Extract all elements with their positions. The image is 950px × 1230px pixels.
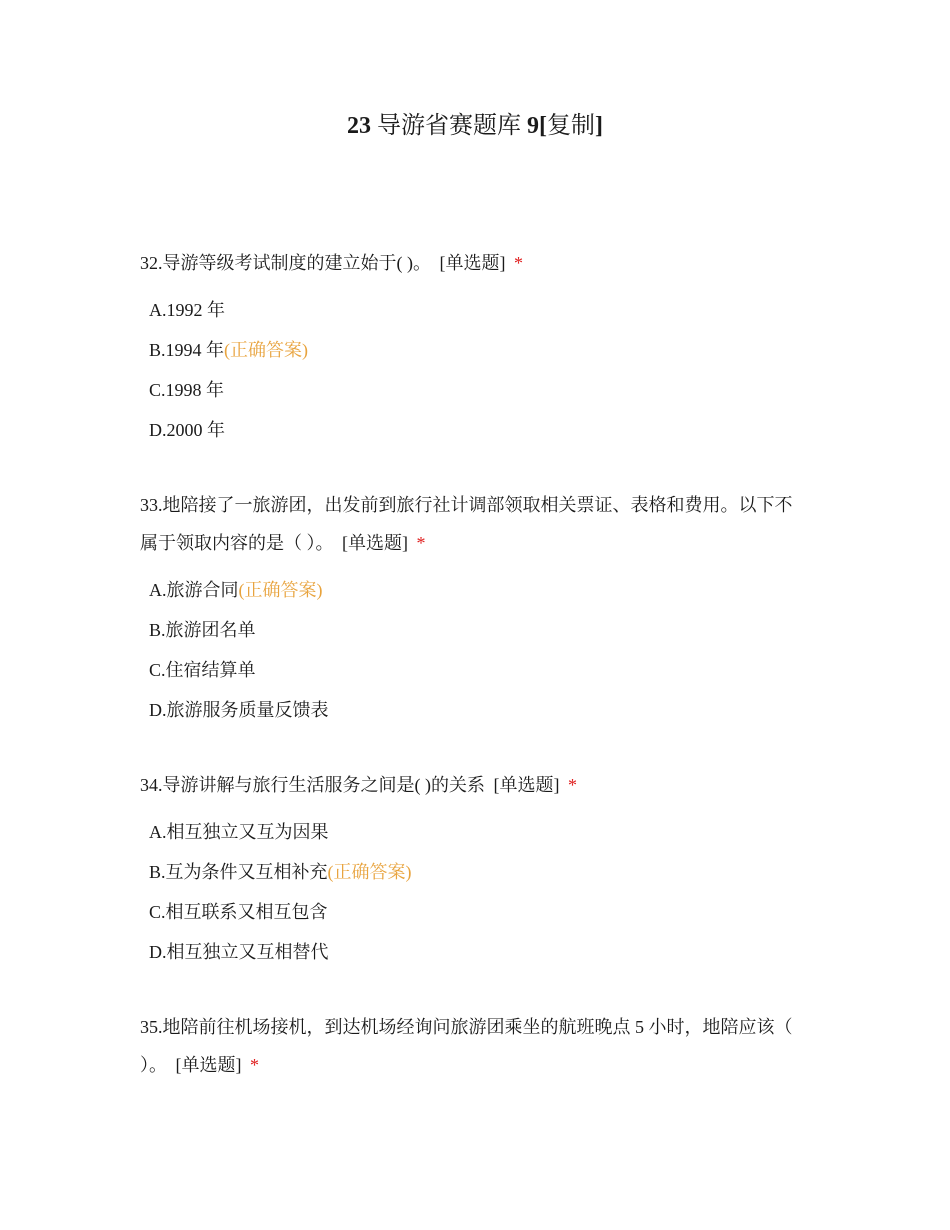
- required-marker: *: [250, 1055, 259, 1075]
- required-marker: *: [416, 533, 426, 553]
- option-c[interactable]: [140, 892, 805, 932]
- option-list: [140, 812, 805, 972]
- question-33: [140, 486, 805, 730]
- question-type: [单选题]: [175, 1055, 242, 1075]
- question-type: [单选题]: [493, 775, 560, 795]
- option-text: B.互为条件又互相补充: [149, 862, 328, 882]
- option-text: B.1994 年: [149, 340, 225, 360]
- option-d[interactable]: [140, 932, 805, 972]
- correct-answer-tag: (正确答案): [238, 580, 323, 600]
- question-text: 33.地陪接了一旅游团，出发前到旅行社计调部领取相关票证、表格和费用。以下不属于领取内容的是（ ）。: [140, 495, 793, 553]
- title-copy-text: 复制: [547, 113, 595, 139]
- option-a[interactable]: [140, 570, 805, 610]
- question-type: [单选题]: [342, 533, 408, 553]
- correct-answer-tag: (正确答案): [327, 862, 412, 882]
- question-34: [140, 766, 805, 972]
- option-text: A.相互独立又互为因果: [149, 822, 329, 842]
- option-text: D.2000 年: [149, 420, 225, 440]
- option-text: C.1998 年: [149, 380, 225, 400]
- option-text: D.相互独立又互相替代: [149, 942, 329, 962]
- title-bank-number: 9[: [527, 113, 547, 139]
- page-title: [0, 108, 950, 144]
- option-list: [140, 290, 805, 450]
- option-d[interactable]: [140, 690, 805, 730]
- option-b[interactable]: [140, 610, 805, 650]
- option-text: A.旅游合同: [149, 580, 239, 600]
- option-a[interactable]: [140, 812, 805, 852]
- question-stem: [140, 766, 805, 804]
- question-type: [单选题]: [439, 253, 506, 273]
- option-a[interactable]: [140, 290, 805, 330]
- question-text: 32.导游等级考试制度的建立始于( )。: [140, 253, 431, 273]
- option-text: C.相互联系又相互包含: [149, 902, 328, 922]
- title-bracket: ]: [595, 113, 603, 139]
- option-text: A.1992 年: [149, 300, 225, 320]
- option-list: [140, 570, 805, 730]
- option-text: D.旅游服务质量反馈表: [149, 700, 329, 720]
- option-c[interactable]: [140, 370, 805, 410]
- required-marker: *: [568, 775, 577, 795]
- question-text: 34.导游讲解与旅行生活服务之间是( )的关系: [140, 775, 485, 795]
- question-text: 35.地陪前往机场接机，到达机场经询问旅游团乘坐的航班晚点 5 小时，地陪应该（ ）。: [140, 1017, 793, 1075]
- option-b[interactable]: [140, 330, 805, 370]
- question-32: [140, 244, 805, 450]
- question-stem: [140, 1008, 805, 1084]
- option-text: C.住宿结算单: [149, 660, 256, 680]
- option-d[interactable]: [140, 410, 805, 450]
- title-number: 23: [347, 113, 371, 139]
- title-text: 导游省赛题库: [371, 113, 527, 139]
- required-marker: *: [514, 253, 523, 273]
- correct-answer-tag: (正确答案): [224, 340, 309, 360]
- question-35: [140, 1008, 805, 1084]
- option-c[interactable]: [140, 650, 805, 690]
- question-stem: [140, 244, 805, 282]
- option-text: B.旅游团名单: [149, 620, 256, 640]
- question-stem: [140, 486, 805, 562]
- option-b[interactable]: [140, 852, 805, 892]
